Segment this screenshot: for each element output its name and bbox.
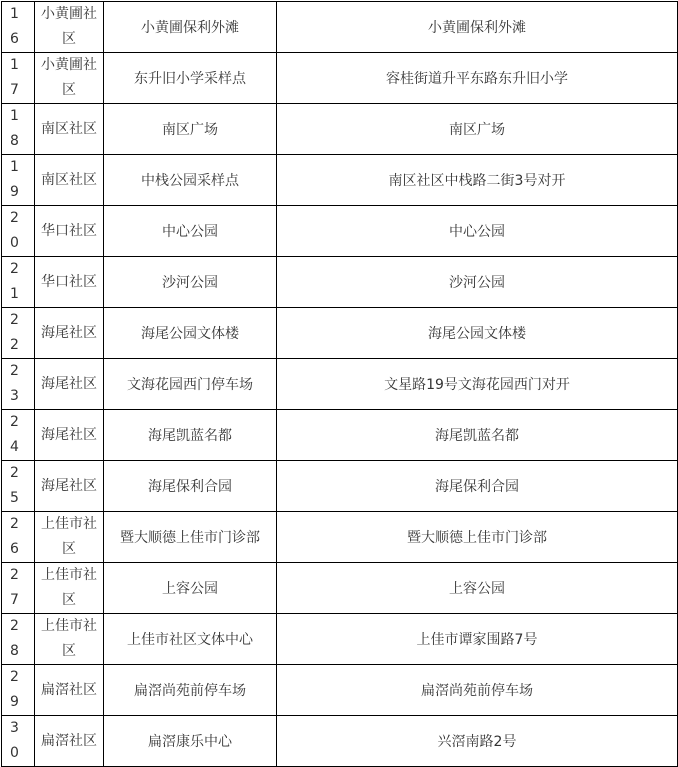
sampling-sites-table (1, 1, 678, 767)
community-cell (35, 104, 104, 155)
site-address: 小黄圃保利外滩 (277, 2, 678, 53)
community-cell (35, 665, 104, 716)
row-number-cell (2, 359, 35, 410)
site-name: 海尾保利合园 (104, 461, 277, 512)
community-cell (35, 563, 104, 614)
community-name: 扁滘社区 (41, 681, 97, 698)
site-address: 南区广场 (277, 104, 678, 155)
row-number-cell (2, 563, 35, 614)
community-name: 上佳市社区 (41, 618, 97, 659)
community-cell (35, 206, 104, 257)
row-number-cell (2, 512, 35, 563)
community-cell (35, 359, 104, 410)
row-number: 23 (10, 363, 19, 404)
community-name: 扁滘社区 (41, 732, 97, 749)
site-name: 小黄圃保利外滩 (104, 2, 277, 53)
site-name: 上容公园 (104, 563, 277, 614)
site-address: 容桂街道升平东路东升旧小学 (277, 53, 678, 104)
row-number-cell (2, 2, 35, 53)
site-address: 南区社区中栈路二街3号对开 (277, 155, 678, 206)
table-row (2, 104, 678, 155)
community-name: 华口社区 (41, 273, 97, 290)
site-address: 暨大顺德上佳市门诊部 (277, 512, 678, 563)
community-cell (35, 716, 104, 767)
site-name: 暨大顺德上佳市门诊部 (104, 512, 277, 563)
row-number: 25 (10, 465, 19, 506)
community-name: 南区社区 (41, 171, 97, 188)
community-name: 海尾社区 (41, 324, 97, 341)
row-number-cell (2, 257, 35, 308)
community-cell (35, 257, 104, 308)
community-name: 海尾社区 (41, 477, 97, 494)
site-address: 兴滘南路2号 (277, 716, 678, 767)
site-address: 上容公园 (277, 563, 678, 614)
table-row (2, 410, 678, 461)
row-number: 17 (10, 57, 19, 98)
table-row (2, 716, 678, 767)
site-address: 海尾公园文体楼 (277, 308, 678, 359)
row-number: 30 (10, 720, 19, 761)
site-address: 文星路19号文海花园西门对开 (277, 359, 678, 410)
row-number-cell (2, 665, 35, 716)
site-name: 上佳市社区文体中心 (104, 614, 277, 665)
table-body (2, 2, 678, 767)
table-row (2, 53, 678, 104)
row-number-cell (2, 308, 35, 359)
row-number: 16 (10, 6, 19, 47)
site-name: 中心公园 (104, 206, 277, 257)
site-address: 海尾凯蓝名都 (277, 410, 678, 461)
community-cell (35, 155, 104, 206)
community-cell (35, 410, 104, 461)
row-number-cell (2, 410, 35, 461)
site-name: 东升旧小学采样点 (104, 53, 277, 104)
table-row (2, 563, 678, 614)
site-address: 沙河公园 (277, 257, 678, 308)
row-number-cell (2, 53, 35, 104)
row-number-cell (2, 716, 35, 767)
table-row (2, 257, 678, 308)
row-number: 27 (10, 567, 19, 608)
table-row (2, 206, 678, 257)
community-name: 华口社区 (41, 222, 97, 239)
table-row (2, 2, 678, 53)
community-name: 小黄圃社区 (41, 57, 97, 98)
site-address: 扁滘尚苑前停车场 (277, 665, 678, 716)
row-number: 22 (10, 312, 19, 353)
row-number: 21 (10, 261, 19, 302)
row-number: 20 (10, 210, 19, 251)
site-name: 扁滘尚苑前停车场 (104, 665, 277, 716)
table-row (2, 461, 678, 512)
community-name: 上佳市社区 (41, 567, 97, 608)
row-number-cell (2, 155, 35, 206)
table-row (2, 155, 678, 206)
community-cell (35, 53, 104, 104)
site-name: 中栈公园采样点 (104, 155, 277, 206)
site-address: 海尾保利合园 (277, 461, 678, 512)
row-number-cell (2, 461, 35, 512)
row-number: 28 (10, 618, 19, 659)
community-cell (35, 2, 104, 53)
site-name: 海尾公园文体楼 (104, 308, 277, 359)
community-name: 上佳市社区 (41, 516, 97, 557)
community-name: 小黄圃社区 (41, 6, 97, 47)
table-row (2, 308, 678, 359)
site-name: 文海花园西门停车场 (104, 359, 277, 410)
row-number: 29 (10, 669, 19, 710)
row-number: 19 (10, 159, 19, 200)
row-number: 26 (10, 516, 19, 557)
row-number-cell (2, 206, 35, 257)
community-cell (35, 614, 104, 665)
community-cell (35, 461, 104, 512)
community-cell (35, 308, 104, 359)
table-row (2, 512, 678, 563)
site-address: 中心公园 (277, 206, 678, 257)
community-name: 南区社区 (41, 120, 97, 137)
site-name: 海尾凯蓝名都 (104, 410, 277, 461)
community-name: 海尾社区 (41, 375, 97, 392)
site-name: 沙河公园 (104, 257, 277, 308)
site-name: 扁滘康乐中心 (104, 716, 277, 767)
table-row (2, 665, 678, 716)
row-number: 18 (10, 108, 19, 149)
table-row (2, 614, 678, 665)
row-number-cell (2, 614, 35, 665)
community-cell (35, 512, 104, 563)
site-address: 上佳市谭家围路7号 (277, 614, 678, 665)
table-row (2, 359, 678, 410)
row-number-cell (2, 104, 35, 155)
community-name: 海尾社区 (41, 426, 97, 443)
site-name: 南区广场 (104, 104, 277, 155)
row-number: 24 (10, 414, 19, 455)
